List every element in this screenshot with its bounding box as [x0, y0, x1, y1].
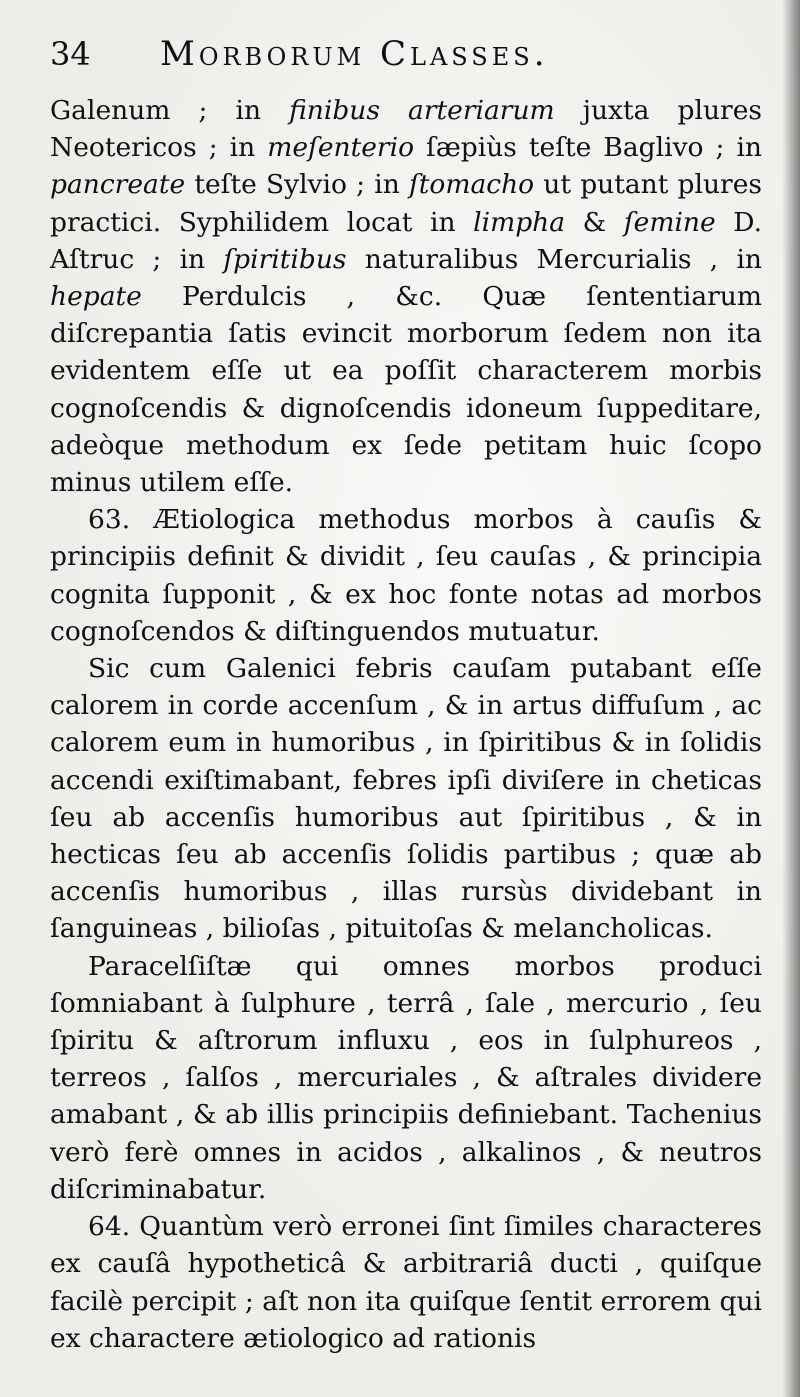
italic-term: finibus arteriarum — [289, 95, 555, 126]
paragraph — [50, 1208, 762, 1357]
text-run: ſæpiùs teſte Baglivo ; in — [414, 132, 762, 164]
text-run: 63. Ætiologica methodus morbos à cauſis & principiis definit & dividit , ſeu cauſas , & principia cognita ſupponit , & ex hoc fonte notas ad morbos cognoſcendos & diſtinguendos mutuatur. — [50, 504, 762, 647]
text-run: 64. Quantùm verò erronei ſint ſimiles characteres ex cauſâ hypotheticâ & arbitrariâ ducti , quiſque facilè percipit ; aſt non ita quiſque ſentit errorem qui ex charactere ætiologico ad rationis — [50, 1211, 762, 1354]
paragraph — [50, 92, 762, 501]
text-run: D. Aſtruc ; in — [50, 206, 763, 275]
paragraph — [50, 948, 762, 1208]
text-run: Paracelſiſtæ qui omnes morbos produci ſomniabant à ſulphure , terrâ , ſale , mercurio , ſeu ſpiritu & aſtrorum influxu , eos in ſulphureos , terreos , ſalſos , mercuriales , & aſtrales dividere amabant , & ab illis principiis definiebant. Tachenius verò ferè omnes in acidos , alkalinos , & neutros diſcriminabatur. — [50, 950, 762, 1205]
page-header — [50, 34, 762, 92]
page-number: 34 — [50, 35, 91, 73]
text-run: teſte Sylvio ; in — [185, 169, 409, 201]
text-run: juxta plures Neotericos ; in — [50, 95, 762, 164]
italic-term: ſtomacho — [408, 169, 535, 201]
paragraph — [50, 650, 762, 948]
text-run: naturalibus Mercurialis , in — [346, 243, 762, 275]
text-run: Perdulcis , &c. Quæ ſententiarum diſcrepantia ſatis evincit morborum ſedem non ita evidentem eſſe ut ea poſſit characterem morbis cognoſcendis & dignoſcendis idoneum ſuppeditare, adeòque methodum ex ſede petitam huic ſcopo minus utilem eſſe. — [50, 281, 762, 499]
paragraph — [50, 501, 762, 650]
text-run: Sic cum Galenici febris cauſam putabant eſſe calorem in corde accenſum , & in artus diffuſum , ac calorem eum in humoribus , in ſpiritibus & in ſolidis accendi exiſtimabant, febres ipſi diviſere in cheticas ſeu ab accenſis humoribus aut ſpiritibus , & in hecticas ſeu ab accenſis ſolidis partibus ; quæ ab accenſis humoribus , illas rursùs dividebant in ſanguineas , bilioſas , pituitoſas & melancholicas. — [50, 653, 762, 945]
italic-term: meſenterio — [267, 132, 415, 164]
italic-term: limpha — [473, 206, 566, 238]
text-run: Galenum ; in — [50, 95, 290, 126]
italic-term: ſemine — [623, 206, 716, 238]
italic-term: ſpiritibus — [223, 243, 347, 275]
italic-term: pancreate — [50, 169, 186, 201]
running-title: Morborum Classes. — [160, 34, 549, 74]
text-run: & — [565, 206, 624, 238]
body-text — [50, 92, 762, 1357]
italic-term: hepate — [50, 281, 142, 313]
text-run: ut putant plures practici. Syphilidem locat in — [50, 169, 763, 238]
